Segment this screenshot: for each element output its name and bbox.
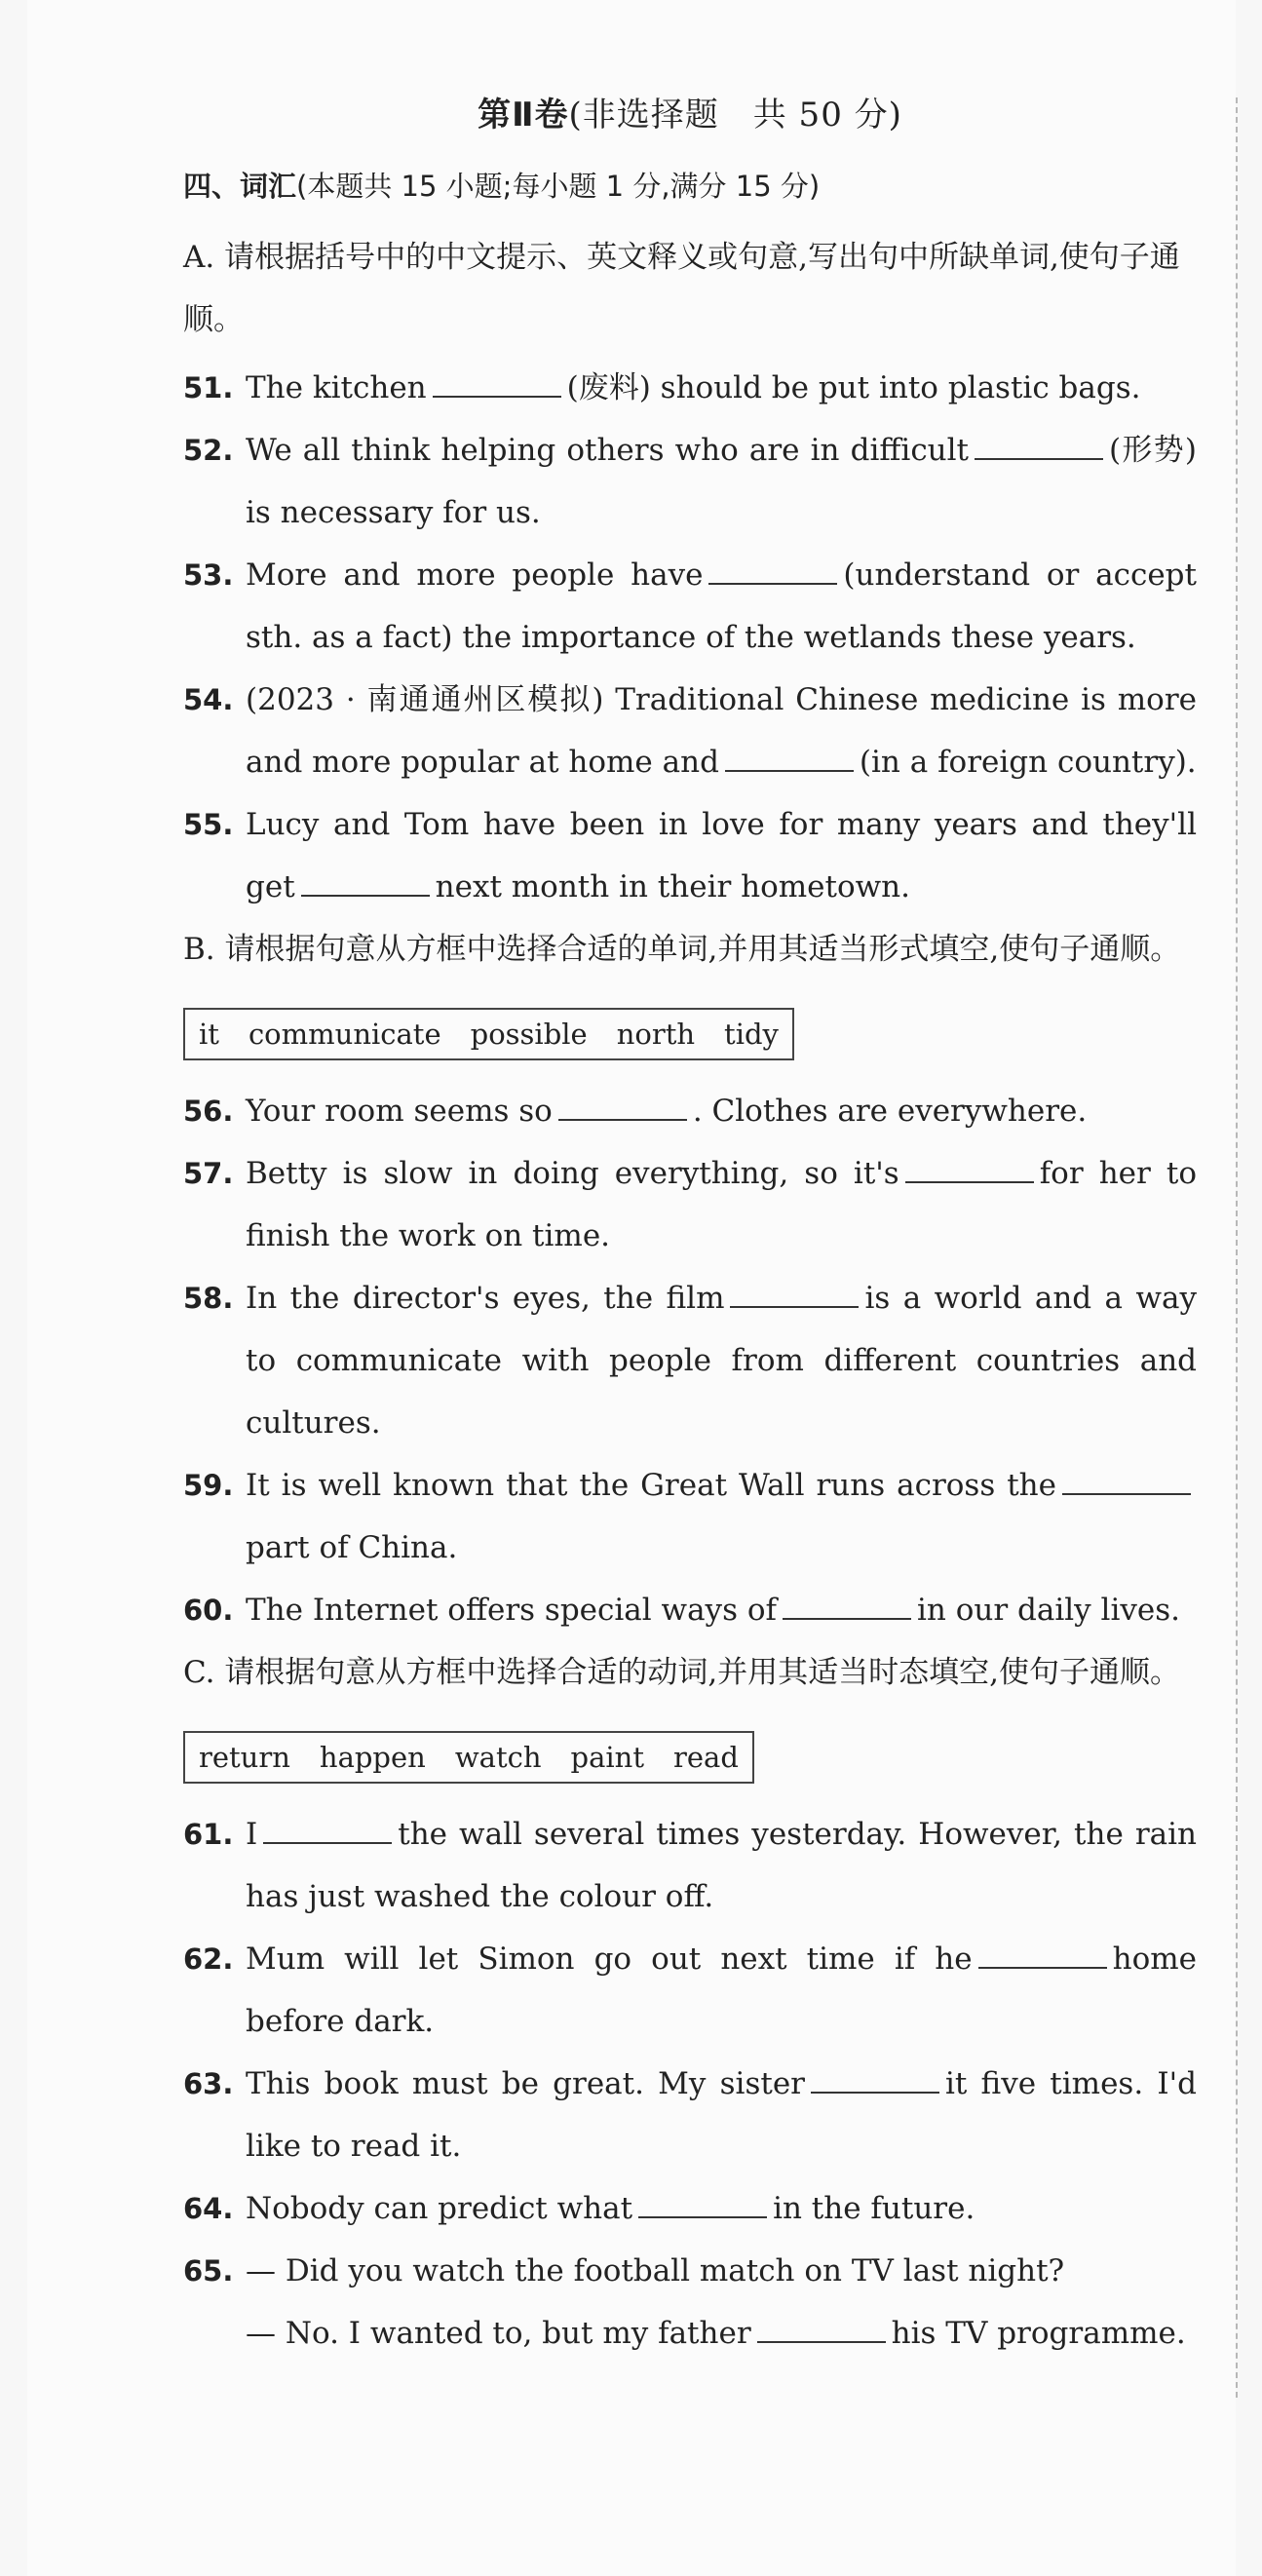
answer-blank[interactable]	[558, 1090, 687, 1121]
answer-blank[interactable]	[783, 1589, 911, 1620]
question-text-before: More and more people have	[246, 557, 704, 593]
question-number: 62.	[183, 1942, 234, 1976]
answer-blank[interactable]	[1062, 1464, 1191, 1495]
question-text-after: is a world and a way to communicate with people from different countries and cultures.	[246, 1281, 1197, 1441]
question-text	[246, 1454, 1197, 1579]
question-58	[183, 1267, 1197, 1454]
answer-blank[interactable]	[433, 366, 561, 398]
dialog-line-2-before: — No. I wanted to, but my father	[246, 2316, 751, 2351]
question-55	[183, 793, 1197, 918]
question-text	[246, 1928, 1197, 2053]
question-number: 61.	[183, 1818, 234, 1851]
question-number: 59.	[183, 1469, 234, 1502]
page	[27, 0, 1236, 2576]
answer-blank[interactable]	[975, 429, 1103, 460]
question-text-after: in our daily lives.	[916, 1593, 1180, 1628]
answer-blank[interactable]	[730, 1277, 859, 1308]
question-63	[183, 2053, 1197, 2177]
word-option: watch	[454, 1741, 542, 1774]
question-56	[183, 1080, 1197, 1142]
question-number: 52.	[183, 434, 234, 467]
question-number: 56.	[183, 1095, 234, 1128]
word-option: tidy	[724, 1018, 779, 1051]
title-part: 第Ⅱ卷	[478, 96, 569, 135]
worksheet-content	[183, 88, 1197, 2365]
question-text-before: The kitchen	[246, 370, 427, 405]
part-c-questions	[183, 1803, 1197, 2240]
answer-blank[interactable]	[905, 1152, 1034, 1183]
section-label: 四、词汇	[183, 170, 297, 203]
question-text-before: It is well known that the Great Wall runs across the	[246, 1468, 1056, 1503]
question-text-before: (2023 · 南通通州区模拟) Traditional Chinese medicine is more and more popular at home and	[246, 682, 1197, 780]
question-text-before: We all think helping others who are in difficult	[246, 433, 970, 468]
word-option: return	[199, 1741, 290, 1774]
dialog-line-2	[246, 2302, 1197, 2365]
margin-dashed-line	[1236, 97, 1238, 2398]
question-number: 57.	[183, 1157, 234, 1190]
question-text-after: home before dark.	[246, 1942, 1197, 2039]
part-b-word-box	[183, 1008, 794, 1060]
part-a-instruction: A. 请根据括号中的中文提示、英文释义或句意,写出句中所缺单词,使句子通顺。	[183, 240, 1180, 337]
question-57	[183, 1142, 1197, 1267]
word-option: north	[616, 1018, 696, 1051]
answer-blank[interactable]	[978, 1938, 1107, 1969]
dialog-line-1: — Did you watch the football match on TV last night?	[246, 2253, 1065, 2288]
question-text-after: it five times. I'd like to read it.	[246, 2066, 1197, 2164]
part-c-word-box	[183, 1731, 754, 1784]
question-text	[246, 419, 1197, 544]
section-heading	[183, 165, 1197, 205]
answer-blank[interactable]	[638, 2187, 767, 2218]
question-51	[183, 357, 1197, 419]
answer-blank[interactable]	[263, 1813, 392, 1844]
question-text-after: part of China.	[246, 1530, 458, 1565]
question-text	[246, 2177, 1197, 2240]
question-text	[246, 357, 1197, 419]
question-text-after: in the future.	[773, 2191, 975, 2226]
question-text-before: This book must be great. My sister	[246, 2066, 805, 2101]
question-number: 63.	[183, 2067, 234, 2100]
question-text-before: Mum will let Simon go out next time if he	[246, 1942, 973, 1977]
dialog-line-2-after: his TV programme.	[891, 2316, 1186, 2351]
word-option: happen	[319, 1741, 426, 1774]
question-text-after: (形势) is necessary for us.	[246, 433, 1197, 530]
question-number: 65.	[183, 2254, 234, 2288]
question-number: 60.	[183, 1594, 234, 1627]
question-text	[246, 1267, 1197, 1454]
word-option: paint	[570, 1741, 644, 1774]
question-62	[183, 1928, 1197, 2053]
part-b-instruction: B. 请根据句意从方框中选择合适的单词,并用其适当形式填空,使句子通顺。	[183, 932, 1181, 967]
question-text	[246, 2053, 1197, 2177]
question-text-after: next month in their hometown.	[435, 869, 910, 904]
question-text-after: the wall several times yesterday. However, the rain has just washed the colour off.	[246, 1817, 1197, 1914]
answer-blank[interactable]	[811, 2062, 939, 2094]
question-text	[246, 793, 1197, 918]
question-54	[183, 669, 1197, 793]
question-number: 58.	[183, 1282, 234, 1315]
answer-blank[interactable]	[301, 865, 430, 897]
answer-blank[interactable]	[757, 2312, 886, 2343]
question-53	[183, 544, 1197, 669]
answer-blank[interactable]	[708, 554, 837, 585]
question-text-after: (understand or accept sth. as a fact) the importance of the wetlands these years.	[246, 557, 1197, 655]
answer-blank[interactable]	[725, 741, 854, 772]
question-text-before: I	[246, 1817, 258, 1852]
part-a-questions	[183, 357, 1197, 918]
part-b-questions	[183, 1080, 1197, 1641]
question-65	[183, 2240, 1197, 2365]
question-text	[246, 1803, 1197, 1928]
question-number: 55.	[183, 808, 234, 841]
question-52	[183, 419, 1197, 544]
question-59	[183, 1454, 1197, 1579]
question-text-before: Nobody can predict what	[246, 2191, 633, 2226]
question-text-before: The Internet offers special ways of	[246, 1593, 777, 1628]
question-text-before: In the director's eyes, the film	[246, 1281, 725, 1316]
question-61	[183, 1803, 1197, 1928]
question-text	[246, 1579, 1197, 1641]
question-text	[246, 1080, 1197, 1142]
question-number: 51.	[183, 371, 234, 404]
question-number: 53.	[183, 558, 234, 592]
title-rest: (非选择题 共 50 分)	[568, 96, 902, 135]
section-desc: (本题共 15 小题;每小题 1 分,满分 15 分)	[296, 170, 821, 203]
word-option: it	[199, 1018, 219, 1051]
question-text	[246, 669, 1197, 793]
question-number: 64.	[183, 2192, 234, 2225]
question-64	[183, 2177, 1197, 2240]
word-option: read	[673, 1741, 739, 1774]
question-text	[246, 1142, 1197, 1267]
question-text-after: . Clothes are everywhere.	[692, 1094, 1088, 1129]
question-text-before: Lucy and Tom have been in love for many years and they'll get	[246, 807, 1197, 904]
page-title	[183, 88, 1197, 135]
question-text	[246, 2240, 1197, 2365]
part-c-instruction: C. 请根据句意从方框中选择合适的动词,并用其适当时态填空,使句子通顺。	[183, 1655, 1181, 1690]
question-60	[183, 1579, 1197, 1641]
question-number: 54.	[183, 683, 234, 716]
question-text	[246, 544, 1197, 669]
question-text-after: for her to finish the work on time.	[246, 1156, 1197, 1253]
question-text-before: Betty is slow in doing everything, so it's	[246, 1156, 899, 1191]
question-text-after: (in a foreign country).	[859, 745, 1197, 780]
word-option: communicate	[248, 1018, 441, 1051]
word-option: possible	[470, 1018, 588, 1051]
question-text-before: Your room seems so	[246, 1094, 553, 1129]
question-text-after: (废料) should be put into plastic bags.	[566, 370, 1141, 405]
